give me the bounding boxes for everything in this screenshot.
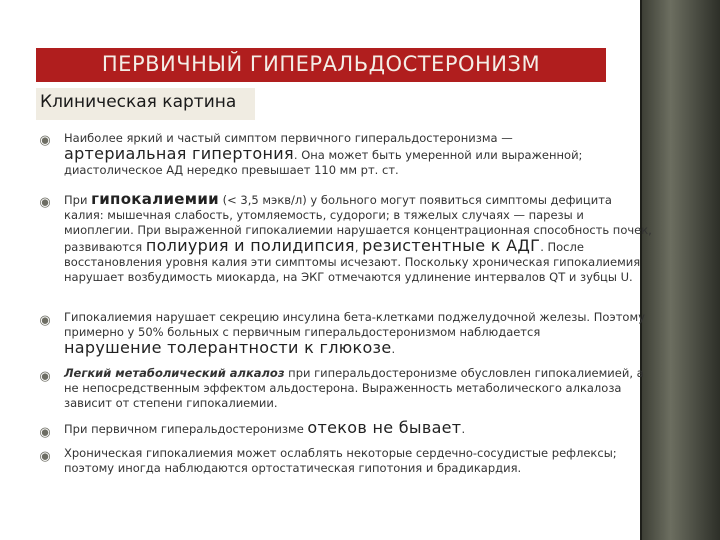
highlight-term: гипокалиемии (91, 190, 219, 208)
highlight-term: нарушение толерантности к глюкозе (64, 338, 392, 357)
highlight-term: Легкий метаболический алкалоз (64, 366, 285, 380)
item-text: (< 3,5 мэкв/л) у больного могут появиться симптомы дефицита калия: мышечная слабость, утомляемость, судороги; в тяжелых случаях — парезы и миоплегии. При выраженной гипокалиемии нарушается концентрационная способность почек, развиваются (64, 193, 652, 254)
item-text: . (461, 422, 466, 436)
item-text: Наиболее яркий и частый симптом первичного гиперальдостеронизма — (64, 131, 513, 145)
bullet-icon: ◉ (39, 425, 51, 440)
bullet-icon: ◉ (39, 449, 51, 464)
section-subtitle: Клиническая картина (40, 92, 237, 112)
item-text: при гиперальдостеронизме обусловлен гипокалиемией, а не непосредственным эффектом альдостерона. Выраженность метаболического алкалоза зависит от степени гипокалиемии. (64, 366, 644, 410)
list-item-1 (64, 131, 654, 178)
item-text: Гипокалиемия нарушает секрецию инсулина бета-клетками поджелудочной железы. Поэтому примерно у 50% больных с первичным гиперальдостеронизмом наблюдается (64, 310, 645, 339)
highlight-term: отеков не бывает (307, 418, 462, 437)
item-text: При (64, 193, 92, 207)
item-text: . (391, 342, 396, 356)
item-text: . Она может быть умеренной или выраженной; диастолическое АД нередко превышает 110 мм рт. ст. (64, 148, 583, 177)
list-item-5 (64, 420, 654, 437)
item-text: При первичном гиперальдостеронизме (64, 422, 308, 436)
highlight-term: резистентные к АДГ (362, 236, 541, 255)
bullet-icon: ◉ (39, 313, 51, 328)
item-text: Хроническая гипокалиемия может ослаблять некоторые сердечно-сосудистые рефлексы; поэтому иногда наблюдаются ортостатическая гипотония и брадикардия. (64, 446, 617, 475)
item-text: , (354, 240, 363, 254)
page-title: ПЕРВИЧНЫЙ ГИПЕРАЛЬДОСТЕРОНИЗМ (101, 52, 541, 76)
bullet-icon: ◉ (39, 195, 51, 210)
highlight-term: полиурия и полидипсия (145, 236, 355, 255)
list-item-3 (64, 310, 654, 357)
list-item-6 (64, 446, 654, 476)
list-item-4 (64, 366, 654, 411)
bullet-icon: ◉ (39, 369, 51, 384)
highlight-term: артериальная гипертония (64, 144, 294, 163)
list-item-2 (64, 192, 654, 285)
bullet-icon: ◉ (39, 133, 51, 148)
item-text: . После восстановления уровня калия эти симптомы исчезают. Поскольку хроническая гипокалиемия нарушает возбудимость миокарда, на ЭКГ отмечаются удлинение интервалов QT и зубцы U. (64, 240, 641, 284)
